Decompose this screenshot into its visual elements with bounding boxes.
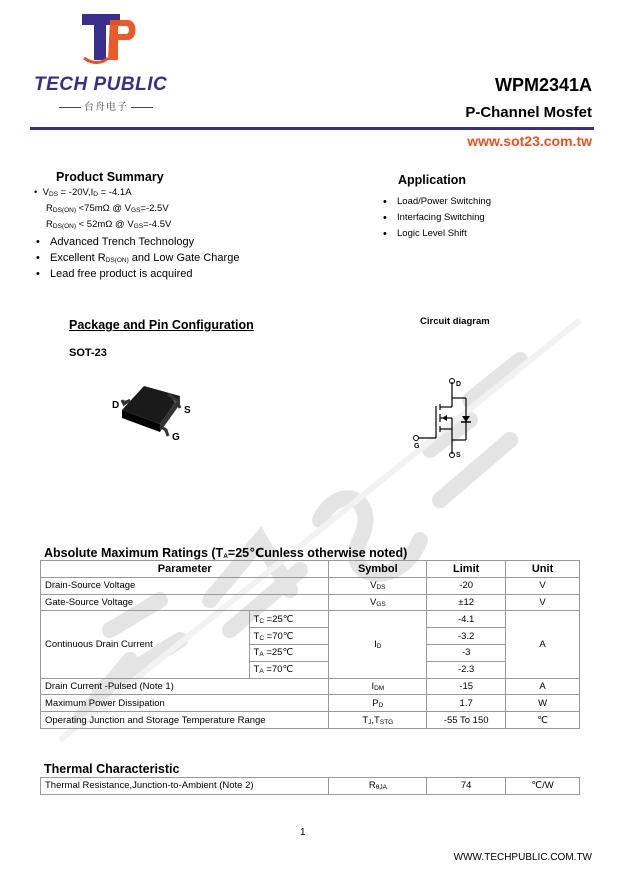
table-row: TC =70℃ -3.2 <box>41 628 580 645</box>
table-row: Continuous Drain Current TC =25℃ ID -4.1 A <box>41 611 580 628</box>
circuit-pin-d: D <box>456 381 462 388</box>
table-row: TA =70℃ -2.3 <box>41 661 580 678</box>
spec-rdson-25: RDS(ON) <75mΩ @ VGS=-2.5V <box>46 203 169 214</box>
col-header-limit: Limit <box>427 561 506 578</box>
circuit-pin-s: S <box>456 452 461 459</box>
col-header-parameter: Parameter <box>41 561 329 578</box>
website-link[interactable]: www.sot23.com.tw <box>467 133 592 149</box>
circuit-diagram <box>410 376 480 460</box>
company-name: TECH PUBLIC <box>34 74 168 95</box>
header-divider <box>30 127 594 130</box>
col-header-unit: Unit <box>506 561 580 578</box>
spec-vds-id: • VDS = -20V,ID = -4.1A <box>34 187 132 198</box>
product-summary-title: Product Summary <box>56 170 164 184</box>
part-number: WPM2341A <box>494 75 592 95</box>
table-row: Drain-Source Voltage VDS -20 V <box>41 577 580 594</box>
table-row: Drain Current -Pulsed (Note 1) IDM -15 A <box>41 678 580 695</box>
ratings-table <box>40 560 580 729</box>
circuit-title: Circuit diagram <box>420 316 490 327</box>
feature-item: • Advanced Trench Technology <box>36 236 294 248</box>
application-item: • Logic Level Shift <box>383 228 491 239</box>
application-item: • Interfacing Switching <box>383 212 491 223</box>
sot23-package-drawing <box>108 380 198 442</box>
circuit-pin-g: G <box>414 443 420 450</box>
thermal-table <box>40 777 580 795</box>
feature-item: • Excellent RDS(ON) and Low Gate Charge <box>36 252 294 264</box>
application-list <box>383 196 491 244</box>
table-row: Operating Junction and Storage Temperature Range TJ,TSTG -55 To 150 ℃ <box>41 712 580 729</box>
table-row: Gate-Source Voltage VGS ±12 V <box>41 594 580 611</box>
application-item: • Load/Power Switching <box>383 196 491 207</box>
col-header-symbol: Symbol <box>329 561 427 578</box>
page-number: 1 <box>300 827 306 838</box>
package-title: Package and Pin Configuration <box>69 318 254 332</box>
spec-rdson-45: RDS(ON) < 52mΩ @ VGS=-4.5V <box>46 219 172 230</box>
application-title: Application <box>398 173 467 187</box>
ratings-title: Absolute Maximum Ratings (TA=25℃unless otherwise noted) <box>44 546 408 560</box>
table-header-row <box>41 561 580 578</box>
feature-list <box>36 236 294 280</box>
table-row: Maximum Power Dissipation PD 1.7 W <box>41 695 580 712</box>
footer-url[interactable]: WWW.TECHPUBLIC.COM.TW <box>453 852 592 863</box>
table-row: Thermal Resistance,Junction-to-Ambient (Note 2) RθJA 74 ℃/W <box>41 778 580 795</box>
package-name: SOT-23 <box>69 347 107 359</box>
pin-label-d: D <box>112 400 120 411</box>
pin-label-g: G <box>172 432 180 442</box>
feature-item: • Lead free product is acquired <box>36 268 294 280</box>
tech-public-logo-mark <box>78 12 138 68</box>
pin-label-s: S <box>184 405 191 416</box>
part-type: P-Channel Mosfet <box>465 104 592 121</box>
company-name-cn: 台舟电子 <box>56 98 156 113</box>
thermal-title: Thermal Characteristic <box>44 762 180 776</box>
table-row: TA =25℃ -3 <box>41 644 580 661</box>
product-summary-specs <box>34 187 294 284</box>
